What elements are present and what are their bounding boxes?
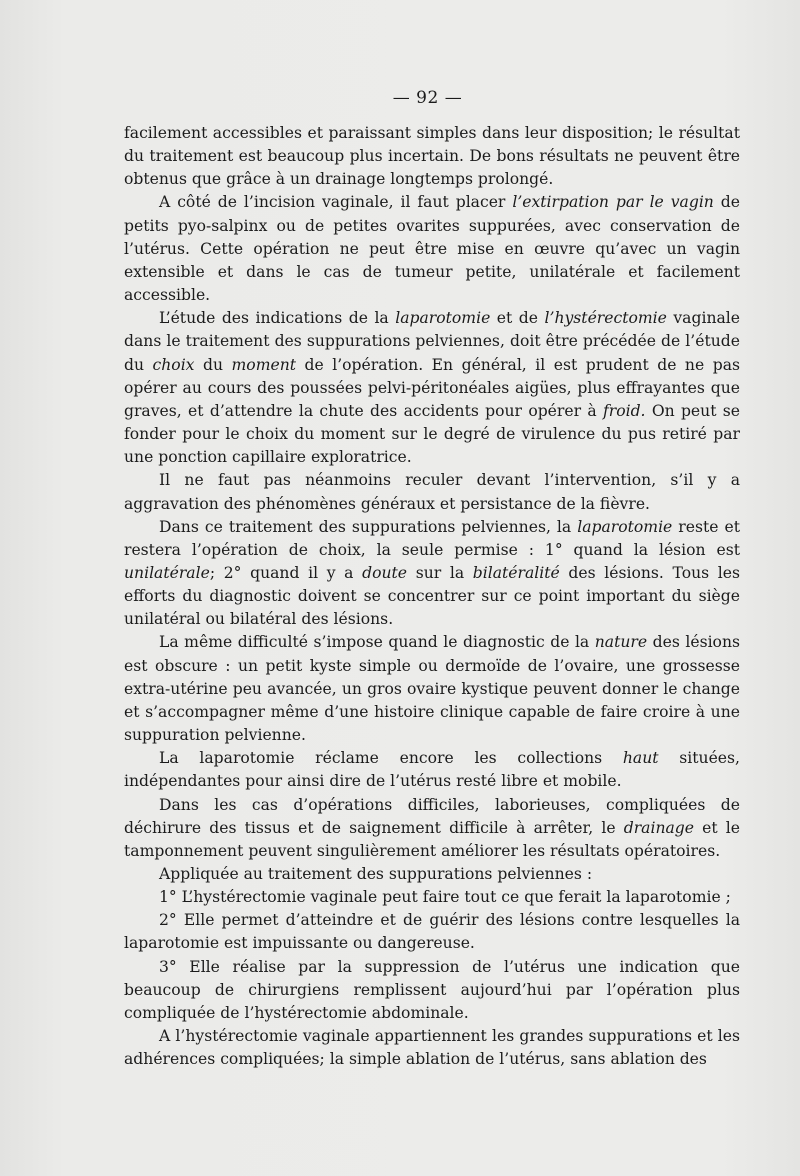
- text-run: La même difficulté s’impose quand le diagnostic de la: [159, 633, 595, 652]
- body-text: [124, 122, 740, 1071]
- text-run: 2° Elle permet d’atteindre et de guérir des lésions contre lesquelles la laparotomie est impuissante ou dangereuse.: [124, 911, 740, 953]
- text-run: et de: [490, 309, 545, 328]
- text-run: reste et restera l’opération de choix, la seule permise : 1° quand la lésion est: [124, 517, 740, 559]
- paragraph: [124, 747, 740, 793]
- text-run: facilement accessibles et paraissant simples dans leur disposition; le résultat du traitement est beaucoup plus incertain. De bons résultats ne peuvent être obtenus que grâce à un drainage longtemps prolongé.: [124, 124, 740, 189]
- paragraph: [124, 307, 740, 469]
- text-run: On peut se fonder pour le choix du moment sur le degré de virulence du pus retiré par une ponction capillaire exploratrice.: [124, 401, 741, 467]
- italic-text: choix: [152, 355, 195, 374]
- text-run: A l’hystérectomie vaginale appartiennent les grandes suppurations et les adhérences compliquées; la simple ablation de l’utérus, sans ablation des: [124, 1027, 740, 1069]
- italic-text: froid.: [602, 401, 646, 420]
- italic-text: haut: [622, 749, 659, 768]
- text-run: du: [194, 355, 232, 374]
- text-run: sur la: [407, 563, 473, 582]
- text-run: situées, indépendantes pour ainsi dire de l’utérus resté libre et mobile.: [124, 749, 740, 791]
- paragraph: [124, 516, 740, 632]
- text-run: de petits pyo-salpinx ou de petites ovarites suppurées, avec conservation de l’utérus. Cette opération ne peut être mise en œuvre qu’avec un vagin extensible et dans le cas de tumeur petite, unilatérale et facilement accessible.: [124, 193, 741, 305]
- italic-text: drainage: [623, 818, 695, 837]
- page-number: — 92 —: [392, 88, 463, 108]
- italic-text: moment: [231, 355, 297, 374]
- paragraph: [124, 631, 740, 747]
- text-run: Dans ce traitement des suppurations pelviennes, la: [159, 517, 578, 536]
- text-run: des lésions est obscure : un petit kyste simple ou dermoïde de l’ovaire, une grossesse extra-utérine peu avancée, un gros ovaire kystique peuvent donner le change et s’accompagner même d’une histoire clinique capable de faire croire à une suppuration pelvienne.: [124, 633, 740, 745]
- text-run: L’étude des indications de la: [159, 309, 396, 328]
- text-run: des lésions. Tous les efforts du diagnostic doivent se concentrer sur ce point important du siège unilatéral ou bilatéral des lésions.: [124, 563, 740, 629]
- paragraph: [124, 886, 740, 909]
- italic-text: unilatérale: [124, 563, 210, 582]
- paragraph: [124, 1025, 740, 1071]
- text-run: La laparotomie réclame encore les collections: [159, 749, 623, 768]
- italic-text: l’hystérectomie: [544, 309, 667, 328]
- text-run: 1° L’hystérectomie vaginale peut faire tout ce que ferait la laparotomie ;: [159, 888, 731, 907]
- text-run: ; 2° quand il y a: [209, 563, 363, 582]
- paragraph: [124, 794, 740, 863]
- italic-text: nature: [594, 633, 648, 652]
- text-run: vaginale dans le traitement des suppurations pelviennes, doit être précédée de l’étude du: [124, 309, 741, 374]
- paragraph: [124, 909, 740, 955]
- paragraph: [124, 122, 740, 191]
- paragraph: [124, 956, 740, 1025]
- paragraph: [124, 863, 740, 886]
- italic-text: l’extirpation par le vagin: [512, 193, 714, 212]
- text-run: et le tamponnement peuvent singulièrement améliorer les résultats opératoires.: [124, 818, 741, 860]
- italic-text: laparotomie: [395, 309, 491, 328]
- text-run: 3° Elle réalise par la suppression de l’utérus une indication que beaucoup de chirurgiens remplissent aujourd’hui par l’opération plus compliquée de l’hystérectomie abdominale.: [124, 957, 740, 1022]
- italic-text: bilatéralité: [472, 563, 560, 582]
- text-run: A côté de l’incision vaginale, il faut placer: [159, 193, 513, 212]
- text-run: de l’opération. En général, il est prudent de ne pas opérer au cours des poussées pelvi-péritonéales aigües, plus effrayantes que graves, et d’attendre la chute des accidents pour opérer à: [124, 355, 740, 420]
- text-run: Dans les cas d’opérations difficiles, laborieuses, compliquées de déchirure des tissus et de saignement difficile à arrêter, le: [124, 795, 740, 837]
- text-run: Appliquée au traitement des suppurations pelviennes :: [159, 865, 593, 883]
- paragraph: [124, 191, 740, 307]
- italic-text: doute: [362, 563, 408, 582]
- paragraph: [124, 469, 740, 515]
- text-run: Il ne faut pas néanmoins reculer devant l’intervention, s’il y a aggravation des phénomènes généraux et persistance de la fièvre.: [124, 471, 740, 513]
- italic-text: laparotomie: [577, 517, 673, 536]
